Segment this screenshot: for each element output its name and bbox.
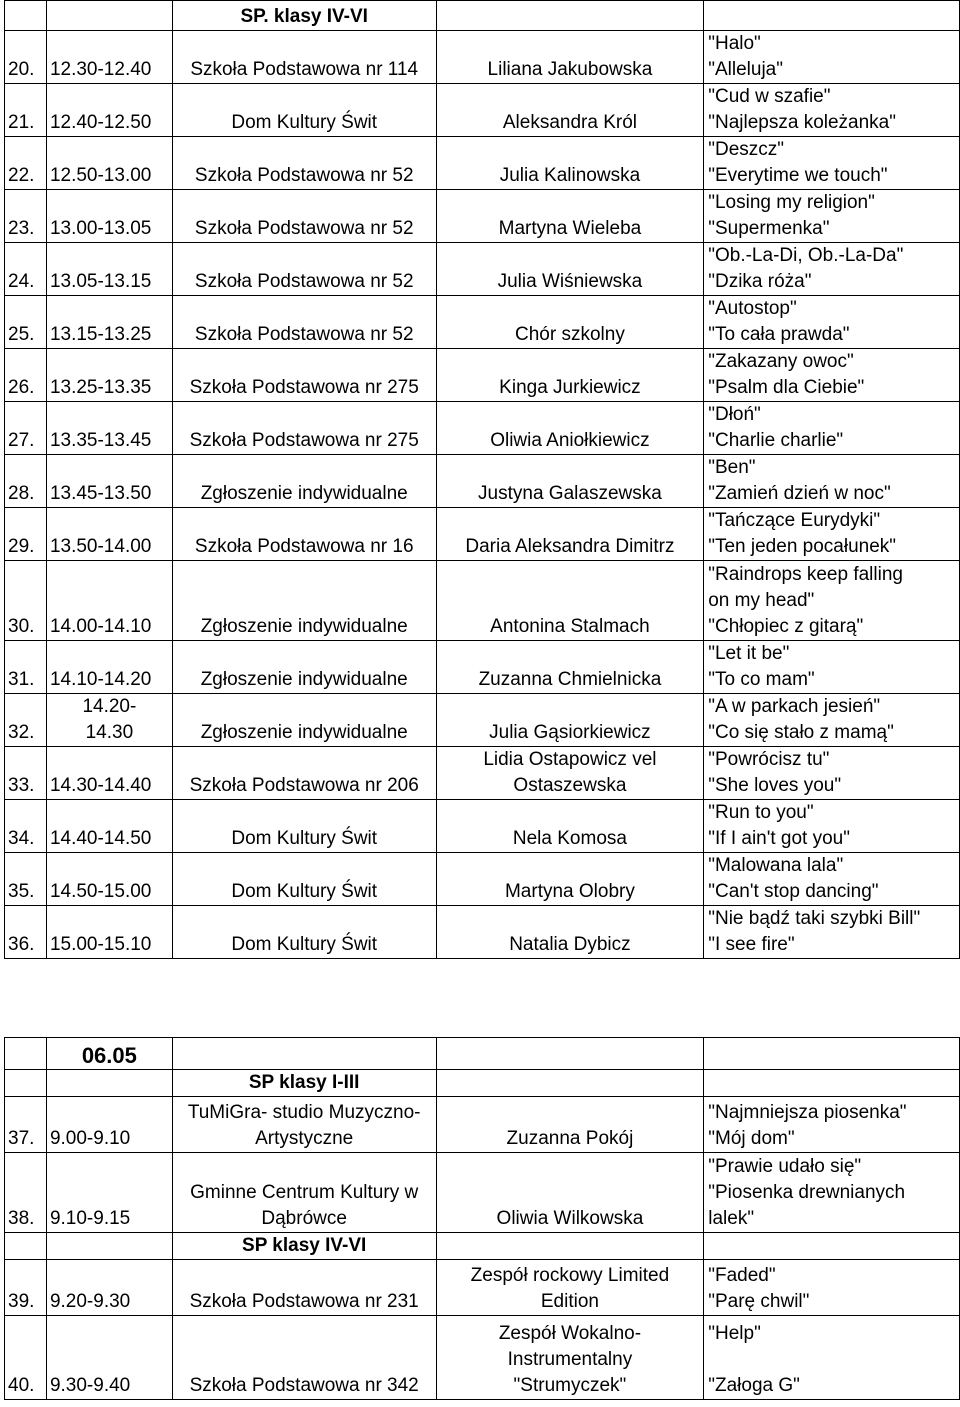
- song-title: "Nie bądź taki szybki Bill": [708, 908, 921, 929]
- schedule-table-2: [4, 1037, 960, 1400]
- time-slot: 13.35-13.45: [46, 402, 172, 455]
- song-title: "Help": [708, 1323, 761, 1344]
- table-row: [5, 853, 960, 906]
- songs: [704, 243, 960, 296]
- section-row: [5, 1233, 960, 1260]
- song-title: lalek": [708, 1208, 755, 1229]
- school-name: Szkoła Podstawowa nr 342: [172, 1316, 436, 1400]
- song-title: "Chłopiec z gitarą": [708, 616, 864, 637]
- empty-cell: [46, 1, 172, 31]
- song-title: "Dzika róża": [708, 271, 812, 292]
- time-line: 14.30: [85, 722, 134, 743]
- song-title: "Parę chwil": [708, 1291, 810, 1312]
- section-row: [5, 1, 960, 31]
- schedule-table-1: [4, 0, 960, 959]
- row-number: 36.: [5, 906, 47, 959]
- table-row: [5, 455, 960, 508]
- time-slot: 13.05-13.15: [46, 243, 172, 296]
- song-title: "Losing my religion": [708, 192, 875, 213]
- empty-cell: [436, 1, 704, 31]
- song-title: "Najmniejsza piosenka": [708, 1102, 907, 1123]
- section-row: [5, 1070, 960, 1097]
- table-row: [5, 1260, 960, 1316]
- performer-line: Zespół Wokalno-: [498, 1323, 642, 1344]
- table-row: [5, 641, 960, 694]
- empty-cell: [46, 1070, 172, 1097]
- school-name: Szkoła Podstawowa nr 16: [172, 508, 436, 561]
- time-slot: 13.15-13.25: [46, 296, 172, 349]
- song-title: on my head": [708, 590, 815, 611]
- song-title: "Ten jeden pocałunek": [708, 536, 897, 557]
- school-name: Dom Kultury Świt: [172, 84, 436, 137]
- songs: [704, 508, 960, 561]
- song-title: "Tańczące Eurydyki": [708, 510, 881, 531]
- empty-cell: [5, 1233, 47, 1260]
- song-title: "Co się stało z mamą": [708, 722, 894, 743]
- table-row: [5, 1097, 960, 1153]
- song-title: "Zakazany owoc": [708, 351, 854, 372]
- empty-cell: [704, 1, 960, 31]
- song-title: "Powrócisz tu": [708, 749, 830, 770]
- empty-cell: [704, 1070, 960, 1097]
- performer-name: Justyna Galaszewska: [436, 455, 704, 508]
- songs: [704, 1260, 960, 1316]
- table-row: [5, 1316, 960, 1400]
- schedule-table-2-body: [5, 1038, 960, 1400]
- song-title: "Everytime we touch": [708, 165, 888, 186]
- performer-line: Edition: [540, 1291, 599, 1312]
- table-row: [5, 1153, 960, 1233]
- empty-cell: [436, 1038, 704, 1070]
- songs: [704, 1097, 960, 1153]
- school-name: Zgłoszenie indywidualne: [172, 641, 436, 694]
- song-title: "Piosenka drewnianych: [708, 1182, 906, 1203]
- performer-name: [436, 747, 704, 800]
- table-row: [5, 190, 960, 243]
- time-slot: 13.45-13.50: [46, 455, 172, 508]
- empty-cell: [5, 1070, 47, 1097]
- school-name: Zgłoszenie indywidualne: [172, 455, 436, 508]
- table-row: [5, 31, 960, 84]
- school-line: Gminne Centrum Kultury w: [190, 1182, 419, 1203]
- performer-line: Lidia Ostapowicz vel: [483, 749, 657, 770]
- songs: [704, 31, 960, 84]
- school-name: Zgłoszenie indywidualne: [172, 561, 436, 641]
- table-row: [5, 84, 960, 137]
- songs: [704, 747, 960, 800]
- songs: [704, 1153, 960, 1233]
- row-number: 27.: [5, 402, 47, 455]
- time-slot: 13.00-13.05: [46, 190, 172, 243]
- performer-name: Martyna Wieleba: [436, 190, 704, 243]
- performer-name: Julia Kalinowska: [436, 137, 704, 190]
- schedule-table-1-body: [5, 1, 960, 959]
- time-slot: 13.50-14.00: [46, 508, 172, 561]
- song-title: "Halo": [708, 33, 761, 54]
- songs: [704, 1316, 960, 1400]
- song-title: "Psalm dla Ciebie": [708, 377, 865, 398]
- school-name: [172, 1153, 436, 1233]
- song-title: "Run to you": [708, 802, 814, 823]
- empty-cell: [5, 1, 47, 31]
- time-slot: 9.30-9.40: [46, 1316, 172, 1400]
- empty-cell: [172, 1038, 436, 1070]
- school-name: Zgłoszenie indywidualne: [172, 694, 436, 747]
- performer-name: Oliwia Wilkowska: [436, 1153, 704, 1233]
- school-name: Dom Kultury Świt: [172, 800, 436, 853]
- song-title: "Malowana lala": [708, 855, 844, 876]
- school-name: Szkoła Podstawowa nr 52: [172, 243, 436, 296]
- performer-name: Oliwia Aniołkiewicz: [436, 402, 704, 455]
- time-slot: 14.30-14.40: [46, 747, 172, 800]
- songs: [704, 349, 960, 402]
- songs: [704, 800, 960, 853]
- time-slot: 9.20-9.30: [46, 1260, 172, 1316]
- row-number: 38.: [5, 1153, 47, 1233]
- performer-line: Zespół rockowy Limited: [470, 1265, 670, 1286]
- school-name: Szkoła Podstawowa nr 275: [172, 402, 436, 455]
- song-title: "I see fire": [708, 934, 795, 955]
- song-title: "Załoga G": [708, 1375, 800, 1396]
- empty-cell: [46, 1233, 172, 1260]
- performer-line: Ostaszewska: [513, 775, 627, 796]
- songs: [704, 455, 960, 508]
- table-row: [5, 694, 960, 747]
- school-name: Dom Kultury Świt: [172, 853, 436, 906]
- song-title: "A w parkach jesień": [708, 696, 881, 717]
- performer-name: Zuzanna Pokój: [436, 1097, 704, 1153]
- performer-name: Zuzanna Chmielnicka: [436, 641, 704, 694]
- song-title: "Raindrops keep falling: [708, 564, 903, 585]
- row-number: 32.: [5, 694, 47, 747]
- row-number: 34.: [5, 800, 47, 853]
- performer-name: Nela Komosa: [436, 800, 704, 853]
- section-label: SP klasy I-III: [172, 1070, 436, 1097]
- school-name: Szkoła Podstawowa nr 52: [172, 296, 436, 349]
- song-title: "Cud w szafie": [708, 86, 831, 107]
- song-title: "Prawie udało się": [708, 1156, 862, 1177]
- section-label: SP klasy IV-VI: [172, 1233, 436, 1260]
- performer-name: Julia Wiśniewska: [436, 243, 704, 296]
- time-slot: 9.00-9.10: [46, 1097, 172, 1153]
- song-title: "To co mam": [708, 669, 815, 690]
- school-name: [172, 1097, 436, 1153]
- empty-cell: [436, 1233, 704, 1260]
- school-name: Szkoła Podstawowa nr 52: [172, 190, 436, 243]
- performer-name: Natalia Dybicz: [436, 906, 704, 959]
- performer-name: Aleksandra Król: [436, 84, 704, 137]
- performer-name: Martyna Olobry: [436, 853, 704, 906]
- section-label: SP. klasy IV-VI: [172, 1, 436, 31]
- row-number: 25.: [5, 296, 47, 349]
- song-title: "Ob.-La-Di, Ob.-La-Da": [708, 245, 904, 266]
- row-number: 20.: [5, 31, 47, 84]
- songs: [704, 190, 960, 243]
- row-number: 31.: [5, 641, 47, 694]
- row-number: 37.: [5, 1097, 47, 1153]
- empty-cell: [436, 1070, 704, 1097]
- empty-cell: [704, 1233, 960, 1260]
- table-row: [5, 800, 960, 853]
- song-title: "If I ain't got you": [708, 828, 850, 849]
- time-slot: [46, 694, 172, 747]
- row-number: 30.: [5, 561, 47, 641]
- song-title: "Zamień dzień w noc": [708, 483, 891, 504]
- row-number: 28.: [5, 455, 47, 508]
- song-title: "Autostop": [708, 298, 797, 319]
- song-title: "She loves you": [708, 775, 842, 796]
- performer-line: Instrumentalny: [507, 1349, 633, 1370]
- row-number: 35.: [5, 853, 47, 906]
- empty-cell: [704, 1038, 960, 1070]
- school-name: Szkoła Podstawowa nr 275: [172, 349, 436, 402]
- row-number: 39.: [5, 1260, 47, 1316]
- songs: [704, 906, 960, 959]
- song-title: "Alleluja": [708, 59, 783, 80]
- time-slot: 12.40-12.50: [46, 84, 172, 137]
- time-slot: 12.50-13.00: [46, 137, 172, 190]
- song-title: "Deszcz": [708, 139, 785, 160]
- table-row: [5, 243, 960, 296]
- song-title: "Supermenka": [708, 218, 830, 239]
- time-slot: 14.40-14.50: [46, 800, 172, 853]
- performer-name: Daria Aleksandra Dimitrz: [436, 508, 704, 561]
- time-slot: 14.10-14.20: [46, 641, 172, 694]
- school-line: Artystyczne: [255, 1128, 354, 1149]
- row-number: 21.: [5, 84, 47, 137]
- school-name: Szkoła Podstawowa nr 114: [172, 31, 436, 84]
- songs: [704, 641, 960, 694]
- performer-name: [436, 1260, 704, 1316]
- table-row: [5, 747, 960, 800]
- row-number: 29.: [5, 508, 47, 561]
- table-row: [5, 137, 960, 190]
- row-number: 24.: [5, 243, 47, 296]
- time-slot: 14.50-15.00: [46, 853, 172, 906]
- row-number: 26.: [5, 349, 47, 402]
- song-title: [708, 1347, 956, 1373]
- performer-name: Liliana Jakubowska: [436, 31, 704, 84]
- table-row: [5, 906, 960, 959]
- date-label: 06.05: [46, 1038, 172, 1070]
- time-slot: 15.00-15.10: [46, 906, 172, 959]
- song-title: "Najlepsza koleżanka": [708, 112, 896, 133]
- performer-name: Chór szkolny: [436, 296, 704, 349]
- table-row: [5, 349, 960, 402]
- school-name: Szkoła Podstawowa nr 52: [172, 137, 436, 190]
- time-line: 14.20-: [82, 696, 137, 717]
- songs: [704, 137, 960, 190]
- row-number: 40.: [5, 1316, 47, 1400]
- songs: [704, 84, 960, 137]
- performer-name: Antonina Stalmach: [436, 561, 704, 641]
- row-number: 22.: [5, 137, 47, 190]
- school-name: Dom Kultury Świt: [172, 906, 436, 959]
- school-name: Szkoła Podstawowa nr 206: [172, 747, 436, 800]
- song-title: "Let it be": [708, 643, 790, 664]
- songs: [704, 561, 960, 641]
- date-row: [5, 1038, 960, 1070]
- empty-cell: [5, 1038, 47, 1070]
- songs: [704, 296, 960, 349]
- performer-name: [436, 1316, 704, 1400]
- time-slot: 14.00-14.10: [46, 561, 172, 641]
- performer-name: Julia Gąsiorkiewicz: [436, 694, 704, 747]
- song-title: "To cała prawda": [708, 324, 850, 345]
- time-slot: 12.30-12.40: [46, 31, 172, 84]
- song-title: "Charlie charlie": [708, 430, 844, 451]
- songs: [704, 853, 960, 906]
- songs: [704, 694, 960, 747]
- school-name: Szkoła Podstawowa nr 231: [172, 1260, 436, 1316]
- song-title: "Faded": [708, 1265, 776, 1286]
- school-line: TuMiGra- studio Muzyczno-: [187, 1102, 421, 1123]
- row-number: 33.: [5, 747, 47, 800]
- row-number: 23.: [5, 190, 47, 243]
- song-title: "Mój dom": [708, 1128, 795, 1149]
- school-line: Dąbrówce: [261, 1208, 347, 1229]
- table-row: [5, 402, 960, 455]
- song-title: "Ben": [708, 457, 756, 478]
- time-slot: 9.10-9.15: [46, 1153, 172, 1233]
- table-row: [5, 296, 960, 349]
- song-title: "Dłoń": [708, 404, 761, 425]
- songs: [704, 402, 960, 455]
- time-slot: 13.25-13.35: [46, 349, 172, 402]
- table-row: [5, 561, 960, 641]
- performer-line: "Strumyczek": [513, 1375, 627, 1396]
- song-title: "Can't stop dancing": [708, 881, 879, 902]
- table-row: [5, 508, 960, 561]
- performer-name: Kinga Jurkiewicz: [436, 349, 704, 402]
